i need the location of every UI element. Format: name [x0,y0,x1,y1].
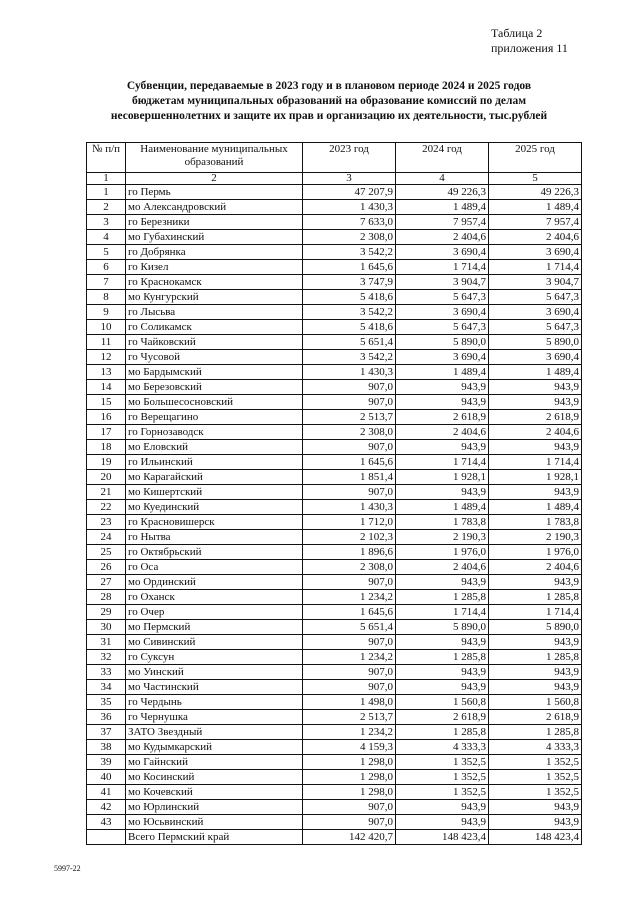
municipality-name: мо Косинский [126,770,303,785]
value-2025: 943,9 [489,575,582,590]
value-2023: 907,0 [303,635,396,650]
value-2025: 1 489,4 [489,200,582,215]
table-row [87,275,582,290]
row-number: 21 [87,485,126,500]
column-number-4: 4 [396,173,489,185]
value-2024: 943,9 [396,575,489,590]
row-number: 15 [87,395,126,410]
value-2025: 1 560,8 [489,695,582,710]
table-row [87,815,582,830]
value-2025: 49 226,3 [489,185,582,200]
table-row [87,545,582,560]
municipality-name: мо Большесосновский [126,395,303,410]
table-row [87,260,582,275]
row-number: 37 [87,725,126,740]
table-row [87,575,582,590]
row-number: 13 [87,365,126,380]
table-row [87,185,582,200]
row-number: 36 [87,710,126,725]
value-2025: 1 352,5 [489,770,582,785]
table-row [87,680,582,695]
row-number: 28 [87,590,126,605]
value-2025: 1 352,5 [489,785,582,800]
value-2025: 943,9 [489,815,582,830]
value-2024: 2 404,6 [396,425,489,440]
row-number: 17 [87,425,126,440]
value-2025: 1 489,4 [489,365,582,380]
value-2024: 3 690,4 [396,245,489,260]
value-2023: 5 418,6 [303,320,396,335]
total-2025: 148 423,4 [489,830,582,845]
municipality-name: го Нытва [126,530,303,545]
value-2023: 1 645,6 [303,455,396,470]
row-number: 3 [87,215,126,230]
value-2025: 943,9 [489,380,582,395]
value-2025: 2 404,6 [489,425,582,440]
municipality-name: го Добрянка [126,245,303,260]
value-2024: 1 285,8 [396,590,489,605]
row-number: 8 [87,290,126,305]
row-number: 24 [87,530,126,545]
value-2025: 2 190,3 [489,530,582,545]
municipality-name: мо Березовский [126,380,303,395]
value-2025: 943,9 [489,485,582,500]
municipality-name: мо Кудымкарский [126,740,303,755]
value-2024: 1 489,4 [396,365,489,380]
value-2023: 47 207,9 [303,185,396,200]
table-row [87,605,582,620]
value-2025: 3 690,4 [489,245,582,260]
table-row [87,710,582,725]
row-number: 40 [87,770,126,785]
heading-line-3: несовершеннолетних и защите их прав и организацию их деятельности, тыс.рублей [110,110,548,122]
value-2023: 1 498,0 [303,695,396,710]
value-2024: 2 618,9 [396,410,489,425]
value-2023: 1 234,2 [303,590,396,605]
row-number: 32 [87,650,126,665]
municipality-name: мо Частинский [126,680,303,695]
value-2023: 907,0 [303,485,396,500]
value-2023: 2 513,7 [303,410,396,425]
header-2023: 2023 год [303,143,396,173]
row-number: 22 [87,500,126,515]
value-2023: 907,0 [303,380,396,395]
row-number: 26 [87,560,126,575]
value-2025: 1 783,8 [489,515,582,530]
municipality-name: мо Юрлинский [126,800,303,815]
value-2025: 943,9 [489,395,582,410]
value-2024: 1 285,8 [396,725,489,740]
row-number: 7 [87,275,126,290]
municipality-name: го Верещагино [126,410,303,425]
municipality-name: мо Кунгурский [126,290,303,305]
table-row [87,500,582,515]
value-2023: 7 633,0 [303,215,396,230]
table-row [87,380,582,395]
header-municipality: Наименование муниципальных образований [126,143,303,173]
total-2023: 142 420,7 [303,830,396,845]
table-row [87,395,582,410]
value-2024: 943,9 [396,380,489,395]
value-2024: 1 352,5 [396,770,489,785]
table-row [87,635,582,650]
value-2024: 943,9 [396,485,489,500]
heading-line-1: Субвенции, передаваемые в 2023 году и в плановом периоде 2024 и 2025 годов [126,80,532,92]
value-2024: 49 226,3 [396,185,489,200]
value-2024: 943,9 [396,800,489,815]
row-number: 5 [87,245,126,260]
value-2025: 943,9 [489,680,582,695]
value-2023: 1 896,6 [303,545,396,560]
municipality-name: ЗАТО Звездный [126,725,303,740]
value-2023: 907,0 [303,395,396,410]
value-2024: 4 333,3 [396,740,489,755]
table-caption-line-1: Таблица 2 [491,26,543,40]
value-2023: 1 430,3 [303,500,396,515]
value-2024: 943,9 [396,395,489,410]
value-2023: 907,0 [303,440,396,455]
value-2023: 2 308,0 [303,425,396,440]
municipality-name: го Ильинский [126,455,303,470]
value-2025: 943,9 [489,800,582,815]
municipality-name: мо Гайнский [126,755,303,770]
table-row [87,215,582,230]
column-number-3: 3 [303,173,396,185]
municipality-name: мо Сивинский [126,635,303,650]
municipality-name: го Суксун [126,650,303,665]
heading-line-2: бюджетам муниципальных образований на образование комиссий по делам [131,95,527,107]
value-2025: 1 928,1 [489,470,582,485]
municipality-name: мо Ординский [126,575,303,590]
row-number: 19 [87,455,126,470]
municipality-name: го Березники [126,215,303,230]
municipality-name: го Красновишерск [126,515,303,530]
municipality-name: мо Бардымский [126,365,303,380]
value-2024: 943,9 [396,635,489,650]
table-row [87,470,582,485]
table-row [87,665,582,680]
value-2025: 1 285,8 [489,650,582,665]
municipality-name: го Чусовой [126,350,303,365]
value-2023: 3 542,2 [303,305,396,320]
value-2023: 1 234,2 [303,725,396,740]
table-row [87,245,582,260]
value-2024: 5 647,3 [396,320,489,335]
municipality-name: го Кизел [126,260,303,275]
value-2024: 1 714,4 [396,605,489,620]
value-2024: 1 976,0 [396,545,489,560]
value-2023: 907,0 [303,680,396,695]
table-row [87,200,582,215]
value-2024: 943,9 [396,665,489,680]
value-2023: 1 430,3 [303,365,396,380]
table-row [87,785,582,800]
value-2025: 1 285,8 [489,590,582,605]
value-2023: 4 159,3 [303,740,396,755]
header-number: № п/п [87,143,126,173]
value-2025: 2 618,9 [489,410,582,425]
value-2023: 5 651,4 [303,620,396,635]
table-row [87,305,582,320]
municipality-name: го Оса [126,560,303,575]
table-row [87,755,582,770]
row-number: 39 [87,755,126,770]
value-2025: 3 690,4 [489,350,582,365]
value-2025: 3 690,4 [489,305,582,320]
value-2023: 1 234,2 [303,650,396,665]
value-2023: 1 298,0 [303,755,396,770]
value-2024: 1 714,4 [396,455,489,470]
column-number-5: 5 [489,173,582,185]
value-2023: 2 308,0 [303,560,396,575]
value-2024: 2 404,6 [396,230,489,245]
value-2024: 1 928,1 [396,470,489,485]
row-number: 18 [87,440,126,455]
table-row [87,485,582,500]
value-2024: 3 904,7 [396,275,489,290]
value-2023: 1 712,0 [303,515,396,530]
municipality-name: мо Александровский [126,200,303,215]
value-2024: 1 352,5 [396,785,489,800]
table-row [87,560,582,575]
document-heading [70,79,588,124]
row-number: 25 [87,545,126,560]
total-2024: 148 423,4 [396,830,489,845]
total-number [87,830,126,845]
table-row [87,770,582,785]
value-2025: 5 647,3 [489,290,582,305]
row-number: 14 [87,380,126,395]
value-2024: 943,9 [396,440,489,455]
table-header-row [87,143,582,173]
row-number: 9 [87,305,126,320]
subventions-table [86,142,582,845]
row-number: 11 [87,335,126,350]
table-body [87,185,582,830]
municipality-name: го Очер [126,605,303,620]
row-number: 35 [87,695,126,710]
municipality-name: мо Кишертский [126,485,303,500]
value-2025: 1 352,5 [489,755,582,770]
value-2023: 1 298,0 [303,785,396,800]
table-row [87,620,582,635]
table-row [87,455,582,470]
row-number: 1 [87,185,126,200]
row-number: 4 [87,230,126,245]
table-row [87,425,582,440]
value-2025: 1 285,8 [489,725,582,740]
value-2024: 2 404,6 [396,560,489,575]
row-number: 10 [87,320,126,335]
row-number: 6 [87,260,126,275]
header-2024: 2024 год [396,143,489,173]
value-2023: 2 513,7 [303,710,396,725]
row-number: 30 [87,620,126,635]
municipality-name: го Лысьва [126,305,303,320]
value-2025: 5 647,3 [489,320,582,335]
header-2025: 2025 год [489,143,582,173]
row-number: 34 [87,680,126,695]
value-2023: 3 747,9 [303,275,396,290]
table-row [87,350,582,365]
value-2023: 1 645,6 [303,260,396,275]
value-2023: 1 851,4 [303,470,396,485]
value-2025: 2 404,6 [489,560,582,575]
table-row [87,440,582,455]
row-number: 41 [87,785,126,800]
value-2023: 2 102,3 [303,530,396,545]
value-2025: 943,9 [489,440,582,455]
value-2025: 5 890,0 [489,335,582,350]
value-2024: 5 890,0 [396,620,489,635]
row-number: 12 [87,350,126,365]
table-row [87,695,582,710]
table-caption-line-2: приложения 11 [491,41,568,55]
value-2024: 5 647,3 [396,290,489,305]
row-number: 20 [87,470,126,485]
row-number: 16 [87,410,126,425]
municipality-name: мо Уинский [126,665,303,680]
table-row [87,590,582,605]
column-number-2: 2 [126,173,303,185]
table-row [87,650,582,665]
table-row [87,365,582,380]
municipality-name: го Октябрьский [126,545,303,560]
municipality-name: мо Губахинский [126,230,303,245]
row-number: 42 [87,800,126,815]
row-number: 38 [87,740,126,755]
table-row [87,800,582,815]
table-row [87,725,582,740]
value-2025: 1 714,4 [489,260,582,275]
value-2023: 907,0 [303,815,396,830]
document-code: 5997-22 [54,864,81,873]
table-row [87,410,582,425]
municipality-name: го Пермь [126,185,303,200]
value-2023: 907,0 [303,575,396,590]
value-2025: 1 714,4 [489,605,582,620]
municipality-name: го Чернушка [126,710,303,725]
value-2024: 1 560,8 [396,695,489,710]
municipality-name: го Соликамск [126,320,303,335]
table-row [87,230,582,245]
column-number-row [87,173,582,185]
row-number: 33 [87,665,126,680]
table-row [87,290,582,305]
table-caption [491,26,568,56]
table-row [87,740,582,755]
row-number: 31 [87,635,126,650]
table-row [87,335,582,350]
total-label: Всего Пермский край [126,830,303,845]
value-2025: 7 957,4 [489,215,582,230]
value-2023: 3 542,2 [303,350,396,365]
value-2024: 1 285,8 [396,650,489,665]
column-number-1: 1 [87,173,126,185]
value-2025: 2 404,6 [489,230,582,245]
value-2024: 3 690,4 [396,305,489,320]
value-2023: 2 308,0 [303,230,396,245]
municipality-name: мо Пермский [126,620,303,635]
value-2025: 943,9 [489,635,582,650]
table-row [87,515,582,530]
value-2023: 5 651,4 [303,335,396,350]
municipality-name: го Краснокамск [126,275,303,290]
municipality-name: го Чердынь [126,695,303,710]
row-number: 29 [87,605,126,620]
value-2025: 1 976,0 [489,545,582,560]
value-2023: 1 430,3 [303,200,396,215]
municipality-name: го Чайковский [126,335,303,350]
row-number: 2 [87,200,126,215]
value-2025: 4 333,3 [489,740,582,755]
value-2025: 5 890,0 [489,620,582,635]
value-2023: 1 645,6 [303,605,396,620]
municipality-name: мо Кочевский [126,785,303,800]
value-2024: 943,9 [396,680,489,695]
value-2024: 1 714,4 [396,260,489,275]
table-row [87,320,582,335]
municipality-name: мо Юсьвинский [126,815,303,830]
value-2024: 1 489,4 [396,200,489,215]
row-number: 27 [87,575,126,590]
municipality-name: го Горнозаводск [126,425,303,440]
value-2024: 2 618,9 [396,710,489,725]
total-row [87,830,582,845]
value-2023: 907,0 [303,800,396,815]
value-2025: 1 489,4 [489,500,582,515]
row-number: 43 [87,815,126,830]
municipality-name: мо Карагайский [126,470,303,485]
value-2024: 943,9 [396,815,489,830]
value-2023: 5 418,6 [303,290,396,305]
value-2025: 3 904,7 [489,275,582,290]
table-row [87,530,582,545]
row-number: 23 [87,515,126,530]
municipality-name: мо Еловский [126,440,303,455]
value-2025: 1 714,4 [489,455,582,470]
value-2024: 7 957,4 [396,215,489,230]
municipality-name: мо Куединский [126,500,303,515]
value-2025: 943,9 [489,665,582,680]
value-2023: 1 298,0 [303,770,396,785]
value-2025: 2 618,9 [489,710,582,725]
value-2024: 1 352,5 [396,755,489,770]
value-2023: 3 542,2 [303,245,396,260]
value-2024: 1 783,8 [396,515,489,530]
municipality-name: го Оханск [126,590,303,605]
value-2024: 3 690,4 [396,350,489,365]
value-2024: 1 489,4 [396,500,489,515]
value-2024: 2 190,3 [396,530,489,545]
value-2023: 907,0 [303,665,396,680]
value-2024: 5 890,0 [396,335,489,350]
